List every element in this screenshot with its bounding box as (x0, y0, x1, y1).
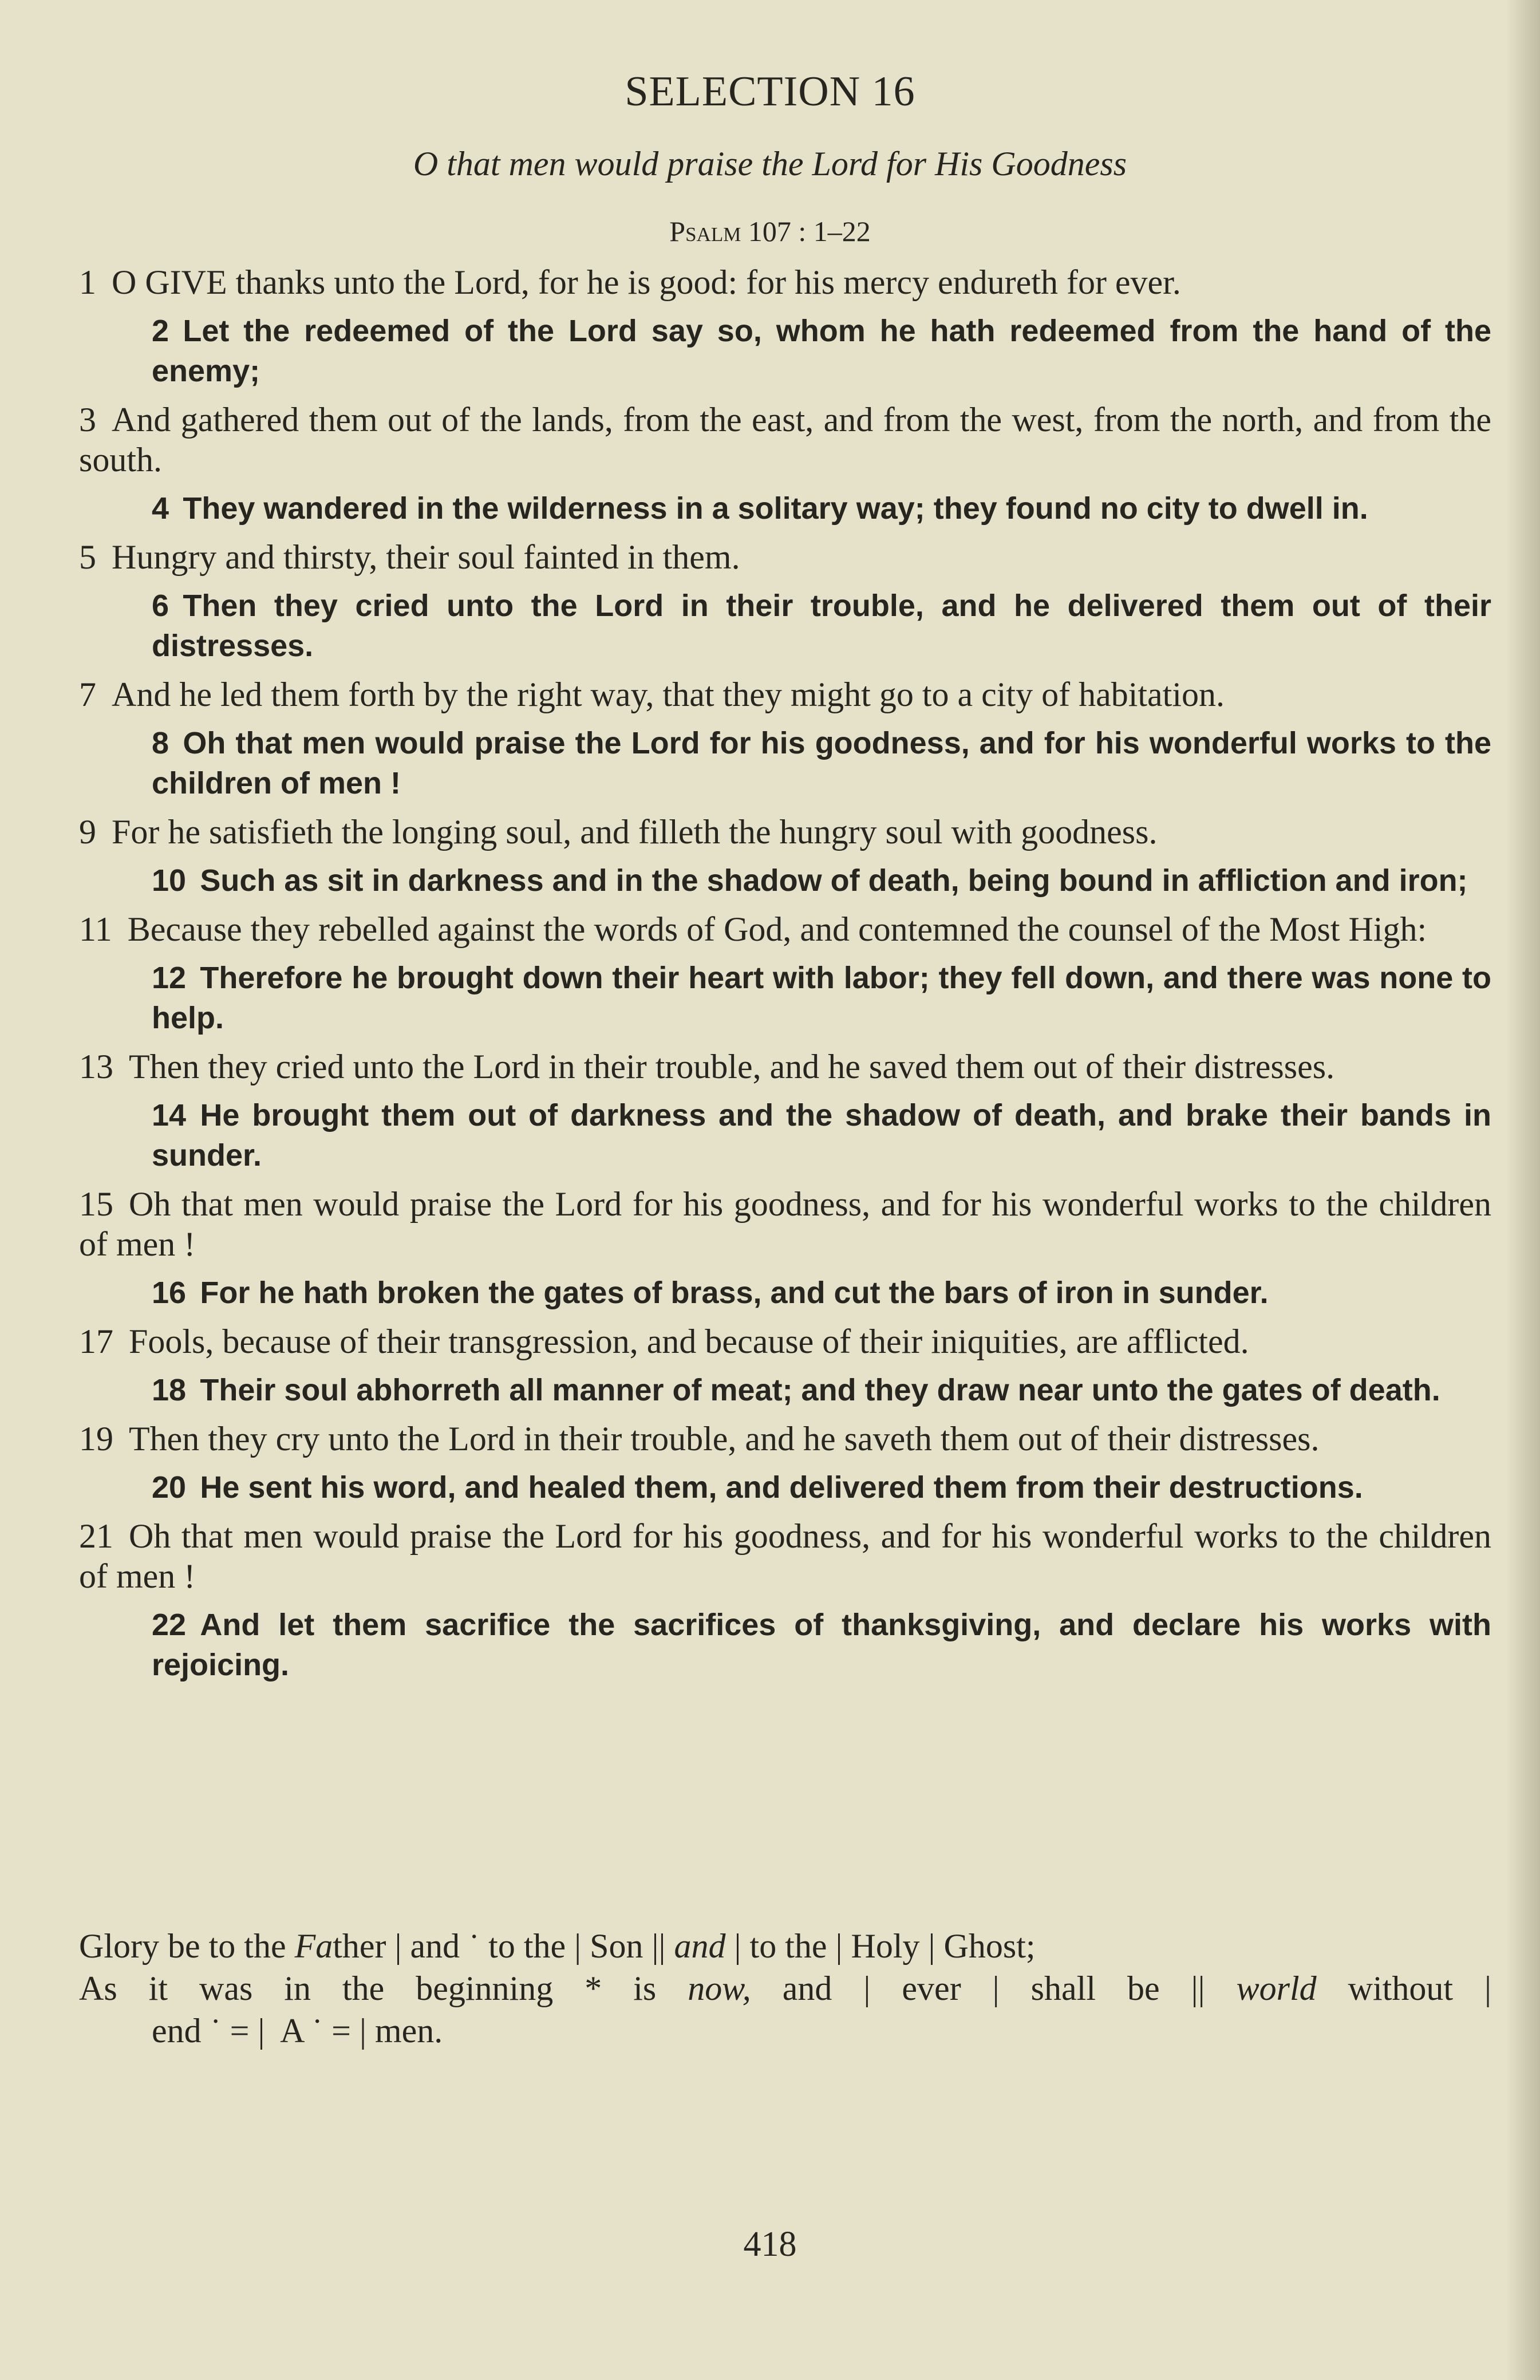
verse-number: 14 (152, 1098, 187, 1132)
gloria-segment: end ˙ = | A ˙ = | men. (152, 2012, 443, 2050)
verse (79, 1419, 1491, 1459)
verse-number: 2 (152, 314, 169, 348)
verse-text: Hungry and thirsty, their soul fainted in them. (112, 538, 740, 576)
verse (79, 1047, 1491, 1087)
verse-text: Oh that men would praise the Lord for his goodness, and for his wonderful works to the children of men ! (79, 1517, 1491, 1595)
verse-number: 17 (79, 1323, 113, 1360)
gloria-segment: world (1236, 1969, 1317, 2007)
verse-number: 11 (79, 910, 112, 948)
gloria-segment: | to the | Holy | Ghost; (725, 1927, 1036, 1965)
verse-number: 9 (79, 813, 96, 851)
verse (79, 723, 1491, 803)
verse (79, 537, 1491, 577)
gloria-segment: now, (688, 1969, 751, 2007)
gloria-segment: As it was in the beginning * is (79, 1969, 688, 2007)
gloria-patri (79, 1925, 1491, 2052)
verse (79, 586, 1491, 666)
verse-text: Because they rebelled against the words of God, and contemned the counsel of the Most High: (127, 910, 1427, 948)
verse (79, 488, 1491, 528)
verse (79, 1273, 1491, 1313)
verse-number: 16 (152, 1276, 187, 1310)
verse-number: 4 (152, 491, 169, 526)
verse (79, 400, 1491, 480)
page-number: 418 (743, 2225, 797, 2264)
verse-text: Let the redeemed of the Lord say so, whom he hath redeemed from the hand of the enemy; (152, 314, 1491, 388)
selection-title: SELECTION 16 (625, 68, 915, 115)
verse-number: 1 (79, 263, 96, 301)
verse-number: 19 (79, 1420, 113, 1458)
verse-number: 20 (152, 1470, 187, 1505)
verse (79, 1095, 1491, 1175)
verse-text: He sent his word, and healed them, and delivered them from their destructions. (200, 1470, 1363, 1505)
verse-number: 8 (152, 726, 169, 760)
verse-number: 22 (152, 1608, 187, 1642)
verse (79, 958, 1491, 1038)
verse-text: O GIVE thanks unto the Lord, for he is good: for his mercy endureth for ever. (112, 263, 1181, 301)
gloria-line (79, 2010, 1491, 2052)
page-edge-shadow (1506, 0, 1540, 2380)
verse-number: 12 (152, 961, 187, 995)
verse-number: 7 (79, 676, 96, 713)
verse-text: And he led them forth by the right way, that they might go to a city of habitation. (112, 676, 1225, 713)
verse-number: 5 (79, 538, 96, 576)
verse (79, 1516, 1491, 1596)
verse-text: Therefore he brought down their heart with labor; they fell down, and there was none to help. (152, 961, 1491, 1035)
verse-text: Then they cry unto the Lord in their trouble, and he saveth them out of their distresses. (129, 1420, 1320, 1458)
gloria-segment: and (674, 1927, 726, 1965)
verse (79, 909, 1491, 949)
verse-text: Oh that men would praise the Lord for his goodness, and for his wonderful works to the children of men ! (152, 726, 1491, 800)
verse-text: For he satisfieth the longing soul, and filleth the hungry soul with goodness. (112, 813, 1158, 851)
verse-text: Then they cried unto the Lord in their trouble, and he delivered them out of their distresses. (152, 589, 1491, 663)
verse-text: Then they cried unto the Lord in their trouble, and he saved them out of their distresses. (129, 1048, 1335, 1086)
verse (79, 674, 1491, 715)
verse-text: For he hath broken the gates of brass, and cut the bars of iron in sunder. (200, 1276, 1269, 1310)
selection-subtitle: O that men would praise the Lord for His Goodness (413, 145, 1127, 183)
verse-number: 10 (152, 863, 187, 898)
verse (79, 311, 1491, 391)
gloria-segment: Glory be to the (79, 1927, 295, 1965)
verse-number: 13 (79, 1048, 113, 1086)
verse-number: 3 (79, 401, 96, 439)
verse (79, 861, 1491, 901)
verse (79, 812, 1491, 852)
gloria-segment: without | (1316, 1969, 1492, 2007)
verse (79, 1321, 1491, 1361)
gloria-line (79, 1967, 1491, 2010)
gloria-segment: and | ever | shall be || (751, 1969, 1237, 2007)
verse (79, 1605, 1491, 1685)
verse-number: 15 (79, 1185, 113, 1223)
verse-text: He brought them out of darkness and the shadow of death, and brake their bands in sunder. (152, 1098, 1491, 1173)
verse-text: And let them sacrifice the sacrifices of thanksgiving, and declare his works with rejoicing. (152, 1608, 1491, 1682)
gloria-line (79, 1925, 1491, 1967)
verse-list (79, 262, 1491, 1694)
verse (79, 262, 1491, 302)
verse-text: Oh that men would praise the Lord for his goodness, and for his wonderful works to the children of men ! (79, 1185, 1491, 1263)
gloria-segment: Fa (294, 1927, 333, 1965)
verse-text: They wandered in the wilderness in a solitary way; they found no city to dwell in. (183, 491, 1368, 526)
verse-number: 18 (152, 1373, 187, 1407)
verse-text: Such as sit in darkness and in the shadow of death, being bound in affliction and iron; (200, 863, 1468, 898)
scripture-reference: Psalm 107 : 1–22 (669, 215, 871, 247)
verse (79, 1467, 1491, 1507)
verse (79, 1184, 1491, 1264)
verse (79, 1370, 1491, 1410)
gloria-segment: ther | and ˙ to the | Son || (333, 1927, 674, 1965)
verse-text: Fools, because of their transgression, and because of their iniquities, are afflicted. (129, 1323, 1249, 1360)
verse-text: Their soul abhorreth all manner of meat; and they draw near unto the gates of death. (200, 1373, 1440, 1407)
verse-number: 21 (79, 1517, 113, 1555)
verse-text: And gathered them out of the lands, from the east, and from the west, from the north, and from the south. (79, 401, 1491, 479)
verse-number: 6 (152, 589, 169, 623)
